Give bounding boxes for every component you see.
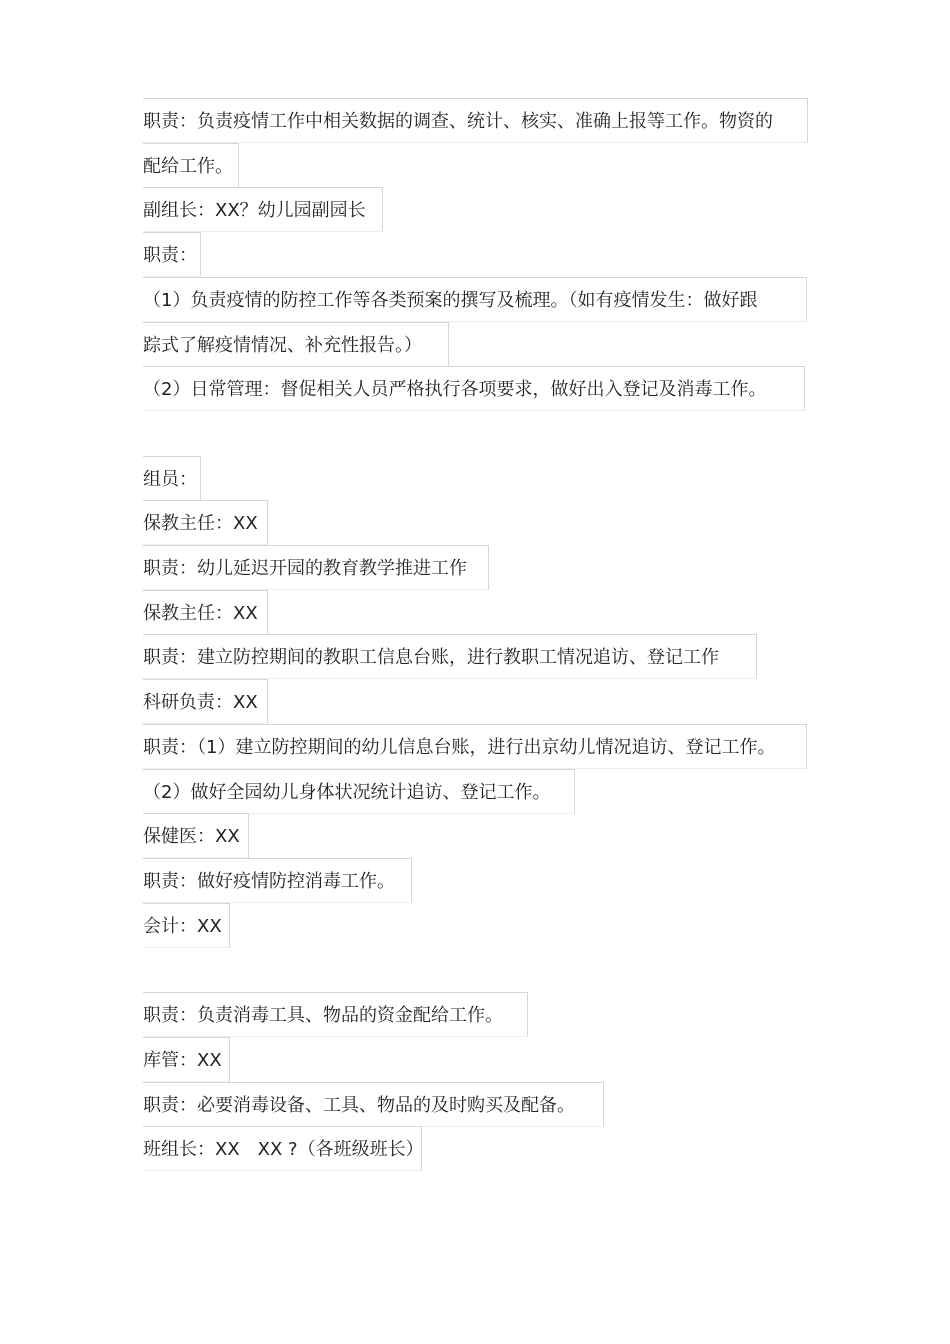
duty-line-teaching: 职责：幼儿延迟开园的教育教学推进工作	[143, 545, 489, 590]
member-line-storekeeper: 库管：XX	[143, 1037, 230, 1082]
member-line-research: 科研负责：XX	[143, 679, 268, 724]
duty-line-staff-ledger: 职责：建立防控期间的教职工信息台账，进行教职工情况追访、登记工作	[143, 634, 757, 679]
member-line-care-director-1: 保教主任：XX	[143, 500, 268, 545]
duty-line-funding: 职责：负责消毒工具、物品的资金配给工作。	[143, 992, 528, 1037]
member-line-class-leaders: 班组长：XX XX ?（各班级班长）	[143, 1126, 422, 1171]
duty-line-child-ledger: 职责：（1）建立防控期间的幼儿信息台账，进行出京幼儿情况追访、登记工作。	[143, 724, 807, 769]
member-line-doctor: 保健医：XX	[143, 813, 249, 858]
duty-line-disinfection: 职责：做好疫情防控消毒工作。	[143, 858, 412, 903]
member-line-accountant: 会计：XX	[143, 903, 230, 948]
members-heading-line: 组员：	[143, 456, 201, 501]
duty-line-data-reporting: 职责：负责疫情工作中相关数据的调查、统计、核实、准确上报等工作。物资的	[143, 98, 808, 143]
duty-item-2-line: （2）日常管理：督促相关人员严格执行各项要求，做好出入登记及消毒工作。	[143, 366, 805, 411]
duty-line-supply: 配给工作。	[143, 143, 239, 188]
duty-heading-line: 职责：	[143, 232, 201, 277]
member-line-care-director-2: 保教主任：XX	[143, 590, 268, 635]
deputy-leader-line: 副组长：XX？幼儿园副园长	[143, 187, 383, 232]
duty-item-1-continued-line: 踪式了解疫情情况、补充性报告。）	[143, 322, 449, 367]
duty-line-health-stats: （2）做好全园幼儿身体状况统计追访、登记工作。	[143, 769, 575, 814]
duty-line-purchasing: 职责：必要消毒设备、工具、物品的及时购买及配备。	[143, 1082, 604, 1127]
duty-item-1-line: （1）负责疫情的防控工作等各类预案的撰写及梳理。（如有疫情发生：做好跟	[143, 277, 807, 322]
